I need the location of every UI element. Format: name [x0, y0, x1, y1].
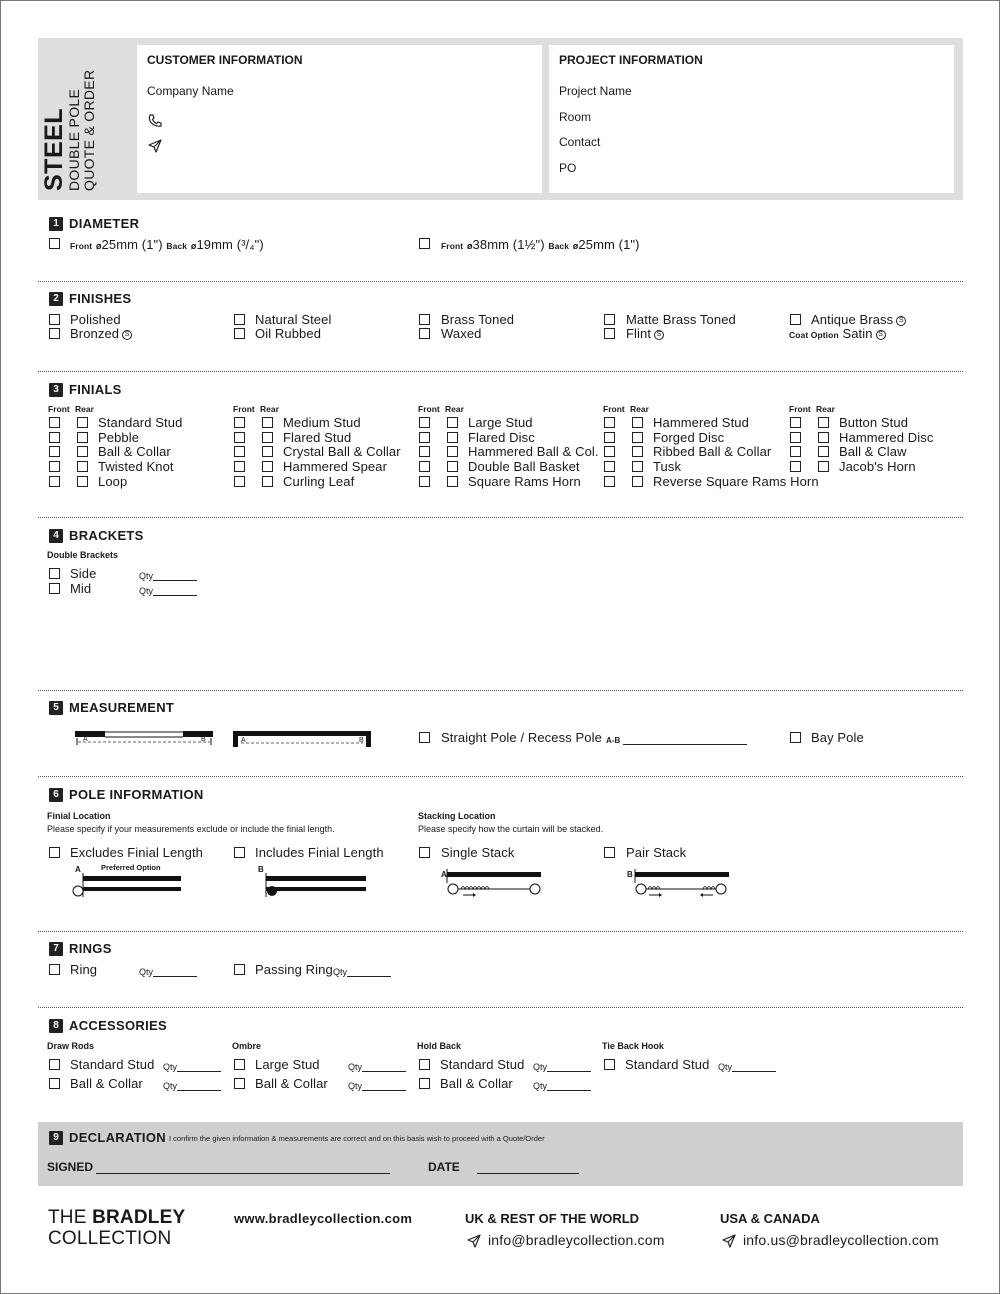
finial-front-checkbox[interactable]	[234, 461, 245, 472]
diameter-option-1-label: Front ø25mm (1") Back ø19mm (³/₄")	[70, 237, 264, 252]
includes-finial-label: Includes Finial Length	[255, 845, 384, 860]
finial-front-checkbox[interactable]	[604, 461, 615, 472]
coat-option-label: Coat Option Satin S	[789, 326, 886, 341]
us-title: USA & CANADA	[720, 1211, 820, 1226]
section-number-8: 8	[49, 1019, 63, 1033]
finial-option-label: Flared Disc	[468, 430, 535, 445]
bracket-side-checkbox[interactable]	[49, 568, 60, 579]
preferred-option-label: Preferred Option	[101, 863, 161, 872]
ring-label: Ring	[70, 962, 98, 977]
finial-front-checkbox[interactable]	[234, 446, 245, 457]
room-field[interactable]: Room	[559, 110, 592, 124]
finial-option-label: Double Ball Basket	[468, 459, 580, 474]
finial-option-label: Button Stud	[839, 415, 909, 430]
finial-option-label: Hammered Stud	[653, 415, 749, 430]
diagram-a-label: A	[441, 870, 447, 879]
diagram-b-label: B	[258, 865, 264, 874]
section-number-1: 1	[49, 217, 63, 231]
finial-option-label: Curling Leaf	[283, 474, 355, 489]
finish-brass-toned-checkbox[interactable]	[419, 314, 430, 325]
measure-a-label: A	[241, 737, 246, 744]
accessory-checkbox[interactable]	[234, 1078, 245, 1089]
bay-pole-checkbox[interactable]	[790, 732, 801, 743]
finial-front-checkbox[interactable]	[234, 476, 245, 487]
straight-pole-checkbox[interactable]	[419, 732, 430, 743]
finial-option-label: Loop	[98, 474, 128, 489]
product-subtitle-2: QUOTE & ORDER	[81, 69, 97, 191]
send-icon	[147, 138, 163, 154]
finial-option-label: Ribbed Ball & Collar	[653, 444, 772, 459]
finial-rear-checkbox[interactable]	[77, 417, 88, 428]
ab-measurement-field[interactable]: A-B	[606, 735, 747, 745]
finial-front-checkbox[interactable]	[419, 461, 430, 472]
brackets-title: BRACKETS	[69, 528, 144, 543]
finial-front-checkbox[interactable]	[49, 476, 60, 487]
uk-email-link[interactable]: info@bradleycollection.com	[488, 1232, 665, 1248]
accessory-checkbox[interactable]	[234, 1059, 245, 1070]
passing-ring-checkbox[interactable]	[234, 964, 245, 975]
accessory-qty-field[interactable]: Qty	[163, 1081, 221, 1091]
finial-front-header: Front	[48, 404, 70, 414]
finial-option-label: Ball & Collar	[98, 444, 171, 459]
finial-rear-checkbox[interactable]	[447, 476, 458, 487]
measure-b-label: B	[201, 736, 206, 743]
finial-option-label: Reverse Square Rams Horn	[653, 474, 819, 489]
accessory-option-label: Large Stud	[255, 1057, 320, 1072]
double-brackets-subtitle: Double Brackets	[47, 550, 119, 560]
stacking-location-title: Stacking Location	[418, 811, 496, 821]
finial-front-header: Front	[418, 404, 440, 414]
finial-front-checkbox[interactable]	[419, 476, 430, 487]
project-info-box	[549, 45, 954, 193]
finial-rear-checkbox[interactable]	[818, 446, 829, 457]
diameter-title: DIAMETER	[69, 216, 140, 231]
finish-matte-brass-checkbox[interactable]	[604, 314, 615, 325]
uk-title: UK & REST OF THE WORLD	[465, 1211, 640, 1226]
finial-rear-checkbox[interactable]	[818, 417, 829, 428]
finials-title: FINIALS	[69, 382, 122, 397]
uk-send-icon	[466, 1233, 482, 1249]
accessory-option-label: Standard Stud	[625, 1057, 710, 1072]
bracket-side-qty[interactable]: Qty	[139, 571, 197, 581]
accessory-qty-field[interactable]: Qty	[348, 1062, 406, 1072]
measure-a-label: A	[83, 736, 88, 743]
accessory-checkbox[interactable]	[419, 1078, 430, 1089]
accessory-option-label: Standard Stud	[440, 1057, 525, 1072]
finish-natural-steel-checkbox[interactable]	[234, 314, 245, 325]
finial-rear-checkbox[interactable]	[262, 461, 273, 472]
website-link[interactable]: www.bradleycollection.com	[234, 1211, 413, 1226]
accessory-qty-field[interactable]: Qty	[348, 1081, 406, 1091]
finish-oil-rubbed-checkbox[interactable]	[234, 328, 245, 339]
finial-rear-checkbox[interactable]	[262, 432, 273, 443]
passing-ring-qty[interactable]: Qty	[333, 967, 391, 977]
finishes-title: FINISHES	[69, 291, 132, 306]
stacking-location-desc: Please specify how the curtain will be stacked.	[418, 824, 604, 834]
finial-front-checkbox[interactable]	[604, 446, 615, 457]
accessory-group-title: Draw Rods	[47, 1041, 95, 1051]
declaration-text: I confirm the given information & measurements are correct and on this basis wish to proceed with a Quote/Order	[169, 1134, 545, 1143]
finial-rear-checkbox[interactable]	[262, 417, 273, 428]
finial-location-title: Finial Location	[47, 811, 111, 821]
section-number-9: 9	[49, 1131, 63, 1145]
finial-front-checkbox[interactable]	[234, 417, 245, 428]
accessory-checkbox[interactable]	[49, 1059, 60, 1070]
finish-polished-label: Polished	[70, 312, 121, 327]
straight-pole-label: Straight Pole / Recess Pole	[441, 730, 602, 745]
measurement-title: MEASUREMENT	[69, 700, 175, 715]
bracket-mid-label: Mid	[70, 581, 92, 596]
bay-pole-diagram	[233, 729, 373, 749]
accessories-title: ACCESSORIES	[69, 1018, 167, 1033]
finial-rear-header: Rear	[75, 404, 94, 414]
finial-front-checkbox[interactable]	[49, 446, 60, 457]
finial-rear-checkbox[interactable]	[632, 432, 643, 443]
declaration-panel	[38, 1122, 963, 1186]
finish-bronzed-checkbox[interactable]	[49, 328, 60, 339]
finish-brass-toned-label: Brass Toned	[441, 312, 515, 327]
finial-rear-checkbox[interactable]	[447, 446, 458, 457]
accessory-checkbox[interactable]	[419, 1059, 430, 1070]
finial-rear-header: Rear	[445, 404, 464, 414]
finial-option-label: Flared Stud	[283, 430, 352, 445]
customer-info-title: CUSTOMER INFORMATION	[147, 53, 303, 67]
accessory-option-label: Standard Stud	[70, 1057, 155, 1072]
finial-rear-checkbox[interactable]	[77, 461, 88, 472]
finial-option-label: Hammered Ball & Col.	[468, 444, 599, 459]
finial-location-desc: Please specify if your measurements exclude or include the finial length.	[47, 824, 335, 834]
finish-antique-brass-label: Antique Brass S	[811, 312, 906, 327]
finial-front-checkbox[interactable]	[604, 476, 615, 487]
finial-rear-header: Rear	[816, 404, 835, 414]
section-number-3: 3	[49, 383, 63, 397]
project-name-field[interactable]: Project Name	[559, 84, 632, 98]
finial-rear-checkbox[interactable]	[632, 461, 643, 472]
accessory-group-title: Tie Back Hook	[602, 1041, 664, 1051]
finial-rear-checkbox[interactable]	[77, 432, 88, 443]
diameter-option-1-checkbox[interactable]	[49, 238, 60, 249]
special-mark-icon: S	[896, 316, 906, 326]
accessory-qty-field[interactable]: Qty	[163, 1062, 221, 1072]
accessory-qty-field[interactable]: Qty	[533, 1081, 591, 1091]
includes-finial-diagram	[257, 863, 377, 899]
finial-front-checkbox[interactable]	[790, 432, 801, 443]
accessory-option-label: Ball & Collar	[255, 1076, 328, 1091]
finish-antique-brass-checkbox[interactable]	[790, 314, 801, 325]
us-send-icon	[721, 1233, 737, 1249]
divider	[38, 931, 963, 932]
finial-rear-checkbox[interactable]	[632, 417, 643, 428]
finial-rear-header: Rear	[630, 404, 649, 414]
single-stack-checkbox[interactable]	[419, 847, 430, 858]
excludes-finial-label: Excludes Finial Length	[70, 845, 203, 860]
diameter-option-2-label: Front ø38mm (1½") Back ø25mm (1")	[441, 237, 640, 252]
special-mark-icon: S	[654, 330, 664, 340]
finial-front-checkbox[interactable]	[790, 417, 801, 428]
product-title: STEEL	[40, 107, 68, 191]
special-mark-icon: S	[876, 330, 886, 340]
finial-rear-checkbox[interactable]	[447, 432, 458, 443]
finial-rear-header: Rear	[260, 404, 279, 414]
bay-pole-label: Bay Pole	[811, 730, 864, 745]
special-mark-icon: S	[122, 330, 132, 340]
finish-flint-checkbox[interactable]	[604, 328, 615, 339]
finial-front-checkbox[interactable]	[790, 446, 801, 457]
section-number-7: 7	[49, 942, 63, 956]
customer-info-box	[137, 45, 542, 193]
pair-stack-diagram	[627, 869, 733, 897]
finish-bronzed-label: Bronzed S	[70, 326, 132, 341]
brand-logo: THE BRADLEY COLLECTION	[48, 1207, 186, 1249]
finial-front-checkbox[interactable]	[49, 417, 60, 428]
finial-rear-checkbox[interactable]	[262, 446, 273, 457]
finial-front-checkbox[interactable]	[604, 432, 615, 443]
excludes-finial-checkbox[interactable]	[49, 847, 60, 858]
finish-natural-steel-label: Natural Steel	[255, 312, 332, 327]
product-subtitle-1: DOUBLE POLE	[66, 88, 82, 191]
finial-front-checkbox[interactable]	[419, 446, 430, 457]
finial-front-checkbox[interactable]	[419, 432, 430, 443]
finial-option-label: Forged Disc	[653, 430, 725, 445]
finial-option-label: Jacob's Horn	[839, 459, 916, 474]
rings-title: RINGS	[69, 941, 112, 956]
declaration-title: DECLARATION	[69, 1130, 166, 1145]
finial-option-label: Pebble	[98, 430, 140, 445]
single-stack-diagram	[441, 869, 547, 897]
finial-front-checkbox[interactable]	[49, 432, 60, 443]
divider	[38, 517, 963, 518]
excludes-finial-diagram	[71, 863, 191, 899]
finial-front-checkbox[interactable]	[419, 417, 430, 428]
finish-flint-label: Flint S	[626, 326, 664, 341]
ring-qty[interactable]: Qty	[139, 967, 197, 977]
finial-front-checkbox[interactable]	[234, 432, 245, 443]
contact-field[interactable]: Contact	[559, 135, 601, 149]
diagram-b-label: B	[627, 870, 633, 879]
accessory-group-title: Ombre	[232, 1041, 262, 1051]
finial-front-checkbox[interactable]	[49, 461, 60, 472]
accessory-qty-field[interactable]: Qty	[533, 1062, 591, 1072]
finial-rear-checkbox[interactable]	[632, 446, 643, 457]
single-stack-label: Single Stack	[441, 845, 515, 860]
finial-option-label: Crystal Ball & Collar	[283, 444, 401, 459]
us-email-link[interactable]: info.us@bradleycollection.com	[743, 1232, 939, 1248]
finial-option-label: Standard Stud	[98, 415, 183, 430]
bracket-mid-checkbox[interactable]	[49, 583, 60, 594]
finial-option-label: Tusk	[653, 459, 682, 474]
divider	[38, 690, 963, 691]
pair-stack-checkbox[interactable]	[604, 847, 615, 858]
divider	[38, 371, 963, 372]
diagram-a-label: A	[75, 865, 81, 874]
finial-option-label: Ball & Claw	[839, 444, 907, 459]
divider	[38, 281, 963, 282]
section-number-2: 2	[49, 292, 63, 306]
pole-info-title: POLE INFORMATION	[69, 787, 204, 802]
pair-stack-label: Pair Stack	[626, 845, 687, 860]
accessory-qty-field[interactable]: Qty	[718, 1062, 776, 1072]
divider	[38, 1007, 963, 1008]
bracket-mid-qty[interactable]: Qty	[139, 586, 197, 596]
accessory-group-title: Hold Back	[417, 1041, 462, 1051]
divider	[38, 776, 963, 777]
finial-rear-checkbox[interactable]	[447, 417, 458, 428]
project-info-title: PROJECT INFORMATION	[559, 53, 703, 67]
date-field[interactable]: DATE	[428, 1160, 579, 1174]
finial-option-label: Square Rams Horn	[468, 474, 581, 489]
finial-rear-checkbox[interactable]	[77, 446, 88, 457]
finial-front-checkbox[interactable]	[790, 461, 801, 472]
measure-b-label: B	[359, 737, 364, 744]
finial-option-label: Large Stud	[468, 415, 533, 430]
finial-front-header: Front	[233, 404, 255, 414]
diameter-option-2-checkbox[interactable]	[419, 238, 430, 249]
finish-polished-checkbox[interactable]	[49, 314, 60, 325]
finial-rear-checkbox[interactable]	[818, 432, 829, 443]
finial-rear-checkbox[interactable]	[818, 461, 829, 472]
company-name-field[interactable]: Company Name	[147, 84, 234, 98]
finial-rear-checkbox[interactable]	[447, 461, 458, 472]
accessory-checkbox[interactable]	[49, 1078, 60, 1089]
header-side-title	[41, 41, 111, 191]
ring-checkbox[interactable]	[49, 964, 60, 975]
section-number-5: 5	[49, 701, 63, 715]
finial-front-header: Front	[789, 404, 811, 414]
phone-icon	[147, 113, 163, 129]
finial-front-checkbox[interactable]	[604, 417, 615, 428]
includes-finial-checkbox[interactable]	[234, 847, 245, 858]
passing-ring-label: Passing Ring	[255, 962, 333, 977]
recess-pole-diagram	[75, 729, 215, 749]
finial-option-label: Medium Stud	[283, 415, 361, 430]
finial-option-label: Hammered Spear	[283, 459, 387, 474]
signed-field[interactable]: SIGNED	[47, 1160, 390, 1174]
finish-oil-rubbed-label: Oil Rubbed	[255, 326, 322, 341]
finial-rear-checkbox[interactable]	[262, 476, 273, 487]
section-number-4: 4	[49, 529, 63, 543]
finial-option-label: Hammered Disc	[839, 430, 934, 445]
finial-option-label: Twisted Knot	[98, 459, 174, 474]
bracket-side-label: Side	[70, 566, 97, 581]
finial-rear-checkbox[interactable]	[77, 476, 88, 487]
po-field[interactable]: PO	[559, 161, 577, 175]
finish-waxed-label: Waxed	[441, 326, 482, 341]
accessory-option-label: Ball & Collar	[70, 1076, 143, 1091]
finial-rear-checkbox[interactable]	[632, 476, 643, 487]
finish-matte-brass-label: Matte Brass Toned	[626, 312, 736, 327]
finish-waxed-checkbox[interactable]	[419, 328, 430, 339]
finial-front-header: Front	[603, 404, 625, 414]
accessory-checkbox[interactable]	[604, 1059, 615, 1070]
accessory-option-label: Ball & Collar	[440, 1076, 513, 1091]
section-number-6: 6	[49, 788, 63, 802]
